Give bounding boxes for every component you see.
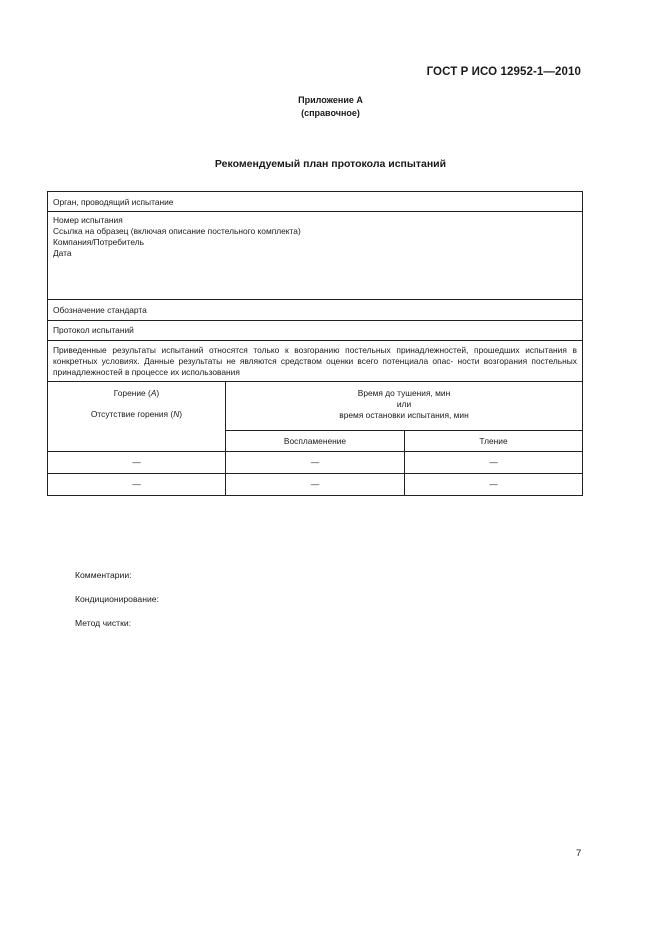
test-info-cell — [48, 212, 583, 300]
time-to-stop-label: время остановки испытания, мин — [339, 410, 469, 420]
table-cell: — — [405, 452, 583, 474]
no-burning-label: Отсутствие горения (N) — [90, 409, 183, 419]
burning-header-cell — [48, 382, 226, 452]
burning-label: Горение (А) — [113, 388, 160, 398]
test-number-label: Номер испытания — [53, 215, 123, 225]
comments-label: Комментарии: — [75, 570, 132, 580]
table-cell: — — [48, 452, 226, 474]
standard-designation-cell: Обозначение стандарта — [48, 300, 583, 321]
disclaimer-line-1: Приведенные результаты испытаний относятся только к возгоранию постельных принадлежностей, прошедших — [53, 345, 520, 355]
time-header-cell — [226, 382, 583, 431]
test-report-cell: Протокол испытаний — [48, 321, 583, 341]
or-label: или — [396, 399, 412, 409]
disclaimer-line-2: испытания в конкретных условиях. Данные результаты не являются средством оценки всего потенциала опас- — [53, 345, 578, 366]
table-row — [48, 474, 583, 496]
sample-reference-label: Ссылка на образец (включая описание постельного комплекта) — [53, 226, 301, 236]
table-cell: — — [226, 452, 405, 474]
smoldering-header: Тление — [405, 431, 583, 452]
disclaimer-cell — [48, 341, 583, 382]
cleaning-method-label: Метод чистки: — [75, 618, 132, 628]
table-cell: — — [226, 474, 405, 496]
annex-title: Приложение А — [298, 95, 363, 105]
conditioning-label: Кондиционирование: — [75, 594, 159, 604]
time-to-extinguish-label: Время до тушения, мин — [357, 388, 451, 398]
page-number: 7 — [576, 848, 582, 859]
company-customer-label: Компания/Потребитель — [53, 237, 145, 247]
disclaimer-line-3: ности возгорания постельных принадлежностей в процессе их использования — [53, 356, 577, 377]
ignition-header: Воспламенение — [226, 431, 405, 452]
table-cell: — — [48, 474, 226, 496]
date-label: Дата — [53, 248, 72, 258]
table-row — [48, 452, 583, 474]
organization-cell: Орган, проводящий испытание — [48, 192, 583, 212]
document-title: Рекомендуемый план протокола испытаний — [214, 158, 447, 170]
standard-id: ГОСТ Р ИСО 12952-1—2010 — [426, 66, 581, 78]
annex-subtitle: (справочное) — [301, 108, 360, 118]
table-cell: — — [405, 474, 583, 496]
protocol-table — [47, 191, 583, 496]
